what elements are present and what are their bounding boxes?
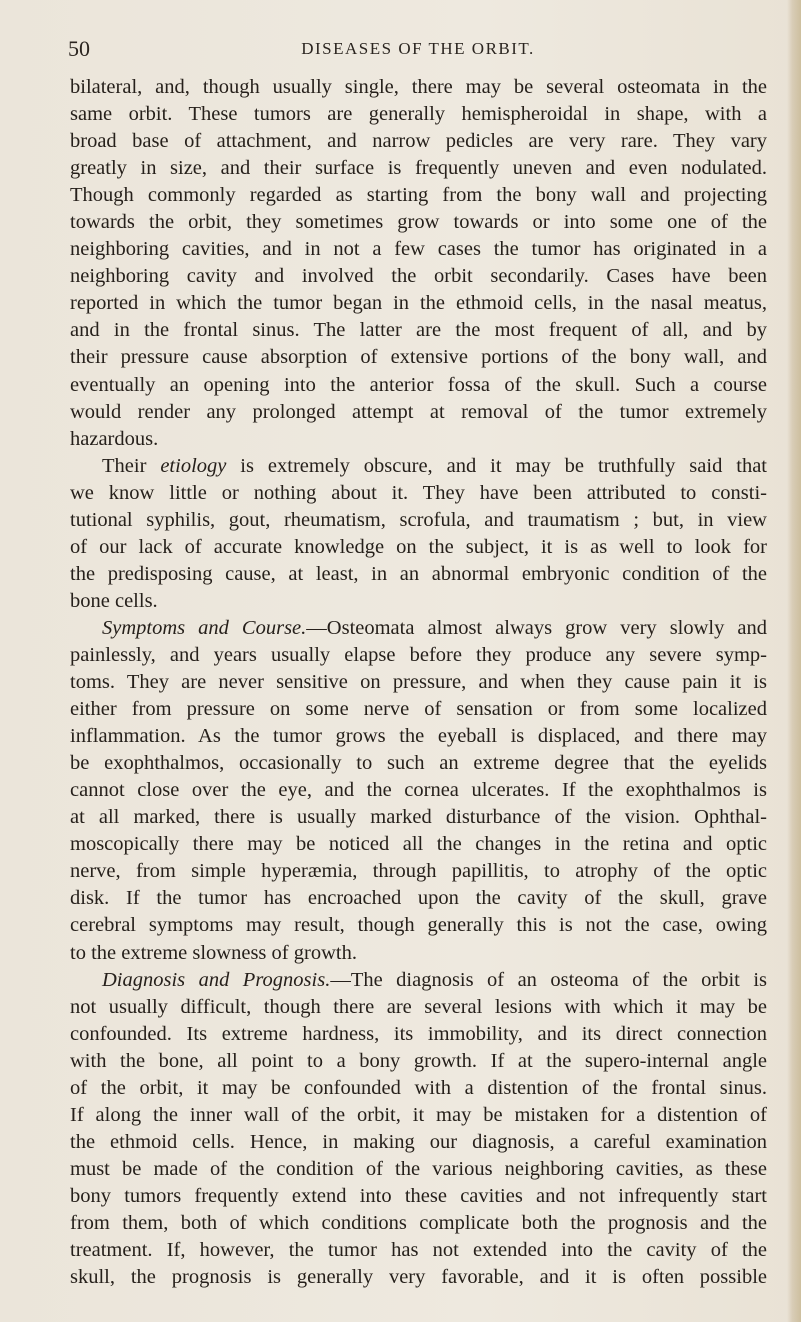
text-line-content: treatment. If, however, the tumor has not extended into the cavity of the <box>70 1239 767 1262</box>
text-line-content: at all marked, there is usually marked disturbance of the vision. Ophthal- <box>70 806 767 829</box>
text-line-pre: Their <box>102 454 161 477</box>
text-line <box>70 994 767 1021</box>
text-line-content: would render any prolonged attempt at removal of the tumor extremely <box>70 400 767 423</box>
text-line-content: must be made of the condition of the various neighboring cavities, as these <box>70 1157 767 1180</box>
text-line <box>70 642 767 669</box>
text-line-content: we know little or nothing about it. They have been attributed to consti- <box>70 481 767 504</box>
text-line-content: tutional syphilis, gout, rheumatism, scrofula, and traumatism ; but, in view <box>70 508 767 531</box>
text-line <box>70 1129 767 1156</box>
text-line <box>70 858 767 885</box>
text-line-content: —The diagnosis of an osteoma of the orbit is <box>330 968 767 991</box>
text-line-content: towards the orbit, they sometimes grow towards or into some one of the <box>70 211 767 234</box>
text-line-content: Though commonly regarded as starting from the bony wall and projecting <box>70 184 767 207</box>
text-line <box>70 399 767 426</box>
text-line <box>70 885 767 912</box>
text-line-content: is extremely obscure, and it may be truthfully said that <box>226 454 767 477</box>
text-line-content: eventually an opening into the anterior fossa of the skull. Such a course <box>70 373 767 396</box>
text-line-content: cannot close over the eye, and the cornea ulcerates. If the exophthalmos is <box>70 779 767 802</box>
running-head: DISEASES OF THE ORBIT. <box>301 39 535 58</box>
text-line <box>70 588 767 615</box>
text-line-content: the ethmoid cells. Hence, in making our diagnosis, a careful examination <box>70 1130 767 1153</box>
text-line <box>70 263 767 290</box>
page-number: 50 <box>68 36 90 61</box>
text-line-content: their pressure cause absorption of extensive portions of the bony wall, and <box>70 346 767 369</box>
text-line <box>70 967 767 994</box>
text-line-content: neighboring cavities, and in not a few cases the tumor has originated in a <box>70 238 767 261</box>
section-heading: Diagnosis and Prognosis. <box>102 968 331 991</box>
text-line <box>70 209 767 236</box>
text-line-content: reported in which the tumor began in the ethmoid cells, in the nasal meatus, <box>70 292 767 315</box>
text-line <box>70 912 767 939</box>
text-line <box>70 777 767 804</box>
text-line <box>70 615 767 642</box>
text-line-content: bilateral, and, though usually single, there may be several osteomata in the <box>70 76 767 98</box>
text-line-content: broad base of attachment, and narrow pedicles are very rare. They vary <box>70 130 767 153</box>
text-line-content: moscopically there may be noticed all the changes in the retina and optic <box>70 833 767 856</box>
text-line <box>70 236 767 263</box>
text-line <box>70 940 767 967</box>
text-line-content: skull, the prognosis is generally very favorable, and it is often possible <box>70 1266 767 1289</box>
text-line <box>70 1102 767 1129</box>
body-text <box>70 74 767 1291</box>
text-line-content: If along the inner wall of the orbit, it may be mistaken for a distention of <box>70 1103 767 1126</box>
page-header <box>68 36 768 66</box>
text-line-content: to the extreme slowness of growth. <box>70 941 357 964</box>
text-line <box>70 1048 767 1075</box>
text-line <box>70 426 767 453</box>
text-line-content: greatly in size, and their surface is frequently uneven and even nodulated. <box>70 157 767 180</box>
text-line-content: inflammation. As the tumor grows the eyeball is displaced, and there may <box>70 725 767 748</box>
text-line <box>70 723 767 750</box>
text-line <box>70 750 767 777</box>
text-line <box>70 1156 767 1183</box>
text-line <box>70 155 767 182</box>
text-line <box>70 534 767 561</box>
text-line <box>70 453 767 480</box>
text-line-content: bone cells. <box>70 589 158 612</box>
text-line <box>70 101 767 128</box>
text-line <box>70 1183 767 1210</box>
text-line-content: —Osteomata almost always grow very slowly and <box>306 616 767 639</box>
text-line-content: and in the frontal sinus. The latter are the most frequent of all, and by <box>70 319 767 342</box>
text-line <box>70 669 767 696</box>
text-line-content: confounded. Its extreme hardness, its immobility, and its direct connection <box>70 1022 767 1045</box>
section-heading: Symptoms and Course. <box>102 616 307 639</box>
text-line <box>70 344 767 371</box>
text-line-content: disk. If the tumor has encroached upon the cavity of the skull, grave <box>70 887 767 910</box>
text-line <box>70 480 767 507</box>
text-line <box>70 1210 767 1237</box>
text-line-content: nerve, from simple hyperæmia, through papillitis, to atrophy of the optic <box>70 860 767 883</box>
text-line <box>70 128 767 155</box>
text-line <box>70 290 767 317</box>
text-line-content: same orbit. These tumors are generally hemispheroidal in shape, with a <box>70 103 767 126</box>
text-line <box>70 804 767 831</box>
text-line-content: hazardous. <box>70 427 159 450</box>
text-line-content: painlessly, and years usually elapse before they produce any severe symp- <box>70 643 767 666</box>
text-line <box>70 1075 767 1102</box>
text-line <box>70 74 767 101</box>
text-line <box>70 182 767 209</box>
text-line <box>70 831 767 858</box>
text-line-content: of the orbit, it may be confounded with a distention of the frontal sinus. <box>70 1076 767 1099</box>
text-line-content: be exophthalmos, occasionally to such an extreme degree that the eyelids <box>70 752 767 775</box>
text-line <box>70 561 767 588</box>
text-line-content: cerebral symptoms may result, though generally this is not the case, owing <box>70 914 767 937</box>
text-line <box>70 372 767 399</box>
text-line-content: bony tumors frequently extend into these cavities and not infrequently start <box>70 1184 767 1207</box>
text-line-content: neighboring cavity and involved the orbit secondarily. Cases have been <box>70 265 767 288</box>
text-line <box>70 317 767 344</box>
text-line <box>70 1021 767 1048</box>
text-line <box>70 507 767 534</box>
text-line-content: with the bone, all point to a bony growth. If at the supero-internal angle <box>70 1049 767 1072</box>
text-line <box>70 1237 767 1264</box>
text-line-content: from them, both of which conditions complicate both the prognosis and the <box>70 1211 767 1234</box>
text-line-content: not usually difficult, though there are several lesions with which it may be <box>70 995 767 1018</box>
text-line-content: either from pressure on some nerve of sensation or from some localized <box>70 698 767 721</box>
text-line-content: the predisposing cause, at least, in an abnormal embryonic condition of the <box>70 562 767 585</box>
text-line-content: toms. They are never sensitive on pressure, and when they cause pain it is <box>70 671 767 694</box>
page-edge-shadow <box>787 0 801 1322</box>
section-heading: etiology <box>160 454 227 477</box>
text-line <box>70 1264 767 1291</box>
text-line-content: of our lack of accurate knowledge on the subject, it is as well to look for <box>70 535 767 558</box>
text-line <box>70 696 767 723</box>
